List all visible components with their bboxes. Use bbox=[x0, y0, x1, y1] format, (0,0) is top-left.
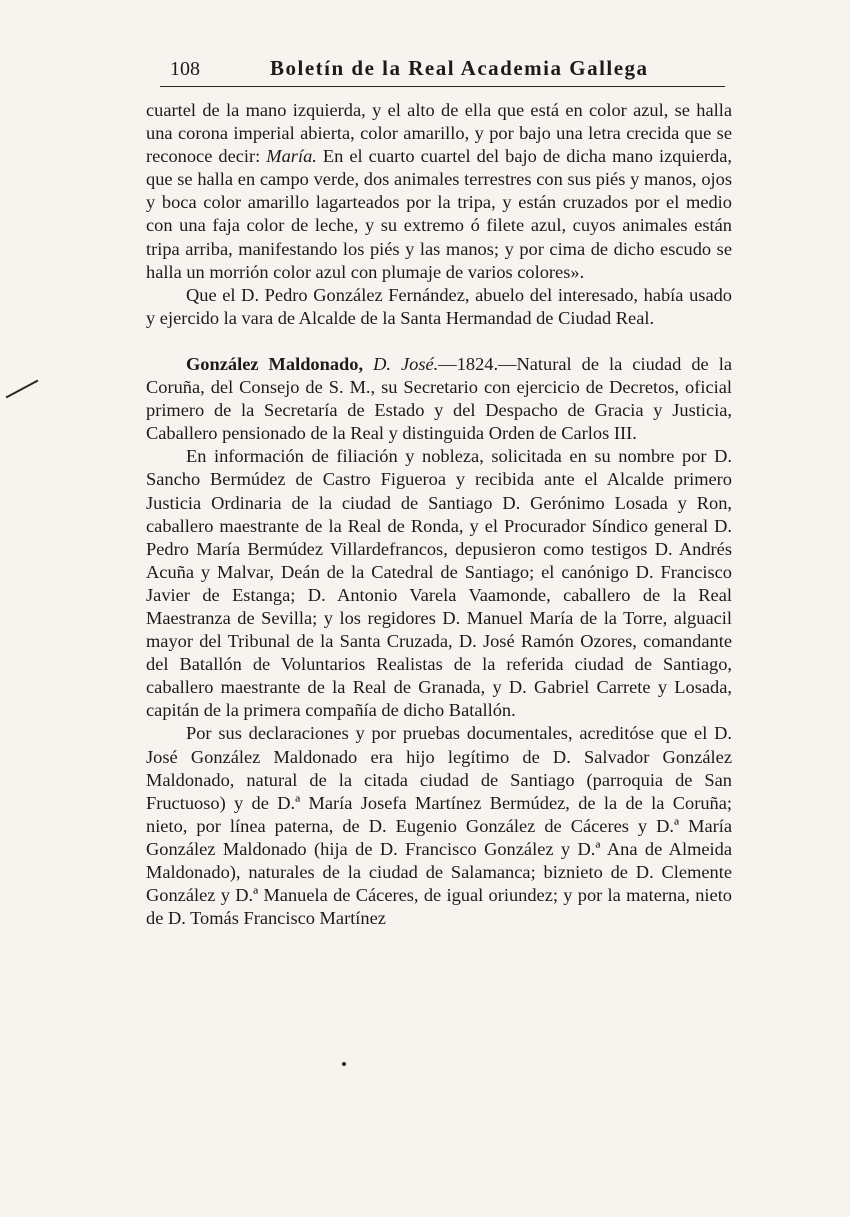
entry-given-name: D. José. bbox=[373, 353, 439, 374]
paragraph-genealogy: Por sus declaraciones y por pruebas documentales, acreditóse que el D. José González Maldonado era hijo legítimo de D. Salvador González Maldonado, natural de la citada ciudad de Santiago (parroquia de San Fructuoso) y de D.ª María Josefa Martínez Bermúdez, de la de la Coruña; nieto, por línea paterna, de D. Eugenio González de Cáceres y D.ª María González Maldonado (hija de D. Francisco González y D.ª Ana de Almeida Maldonado), naturales de la ciudad de Salamanca; biznieto de D. Clemente González y D.ª Manuela de Cáceres, de igual oriundez; y por la materna, nieto de D. Tomás Francisco Martínez bbox=[146, 723, 732, 929]
entry-heading bbox=[146, 353, 732, 445]
paragraph-heraldry-italic: María. bbox=[266, 146, 317, 167]
entry-spacer bbox=[146, 330, 732, 353]
margin-pen-mark bbox=[6, 380, 39, 399]
page-number: 108 bbox=[170, 58, 200, 80]
paragraph-heraldry-part1: cuartel de la mano izquierda, y el alto de ella que está en color azul, se halla una corona imperial abierta, color amarillo, y por bajo una letra crecida que se reconoce decir: bbox=[146, 100, 732, 167]
body-text bbox=[146, 99, 732, 930]
footer-mark bbox=[342, 1062, 346, 1066]
entry-description: —1824.—Natural de la ciudad de la Coruña, del Consejo de S. M., su Secretario con ejercicio de Decretos, oficial primero de la Secretaría de Estado y del Despacho de Gracia y Justicia, Caballero pensionado de la Real y distinguida Orden de Carlos III. bbox=[146, 353, 732, 444]
paragraph-witnesses: En información de filiación y nobleza, solicitada en su nombre por D. Sancho Bermúdez de Castro Figueroa y recibida ante el Alcalde primero Justicia Ordinaria de la ciudad de Santiago D. Gerónimo Losada y Ron, caballero maestrante de la Real de Ronda, y el Procurador Síndico general D. Pedro María Bermúdez Villardefrancos, depusieron como testigos D. Andrés Acuña y Malvar, Deán de la Catedral de Santiago; el canónigo D. Francisco Javier de Estanga; D. Antonio Varela Vaamonde, caballero de la Real Maestranza de Sevilla; y los regidores D. Manuel María de la Torre, alguacil mayor del Tribunal de la Santa Cruzada, D. José Ramón Ozores, comandante del Batallón de Voluntarios Realistas de la referida ciudad de Santiago, caballero maestrante de la Real de Granada, y D. Gabriel Carrete y Losada, capitán de la primera compañía de dicho Batallón. bbox=[146, 446, 732, 721]
paragraph-heraldry-part2: En el cuarto cuartel del bajo de dicha mano izquierda, que se halla en campo verde, dos animales terrestres con sus piés y manos, ojos y boca color amarillo lagarteados por la tripa, y están cruzados por el medio con una faja color de leche, y su extremo ó filete azul, cuyos animales están tripa arriba, manifestando los piés y las manos; y por cima de dicho escudo se halla un morrión color azul con plumaje de varios colores». bbox=[146, 146, 732, 282]
paragraph-heraldry bbox=[146, 99, 732, 284]
page-header bbox=[160, 52, 725, 87]
paragraph-grandfather: Que el D. Pedro González Fernández, abuelo del interesado, había usado y ejercido la vara de Alcalde de la Santa Hermandad de Ciudad Real. bbox=[146, 284, 732, 328]
entry-surname: González Maldonado, bbox=[186, 353, 364, 374]
running-title: Boletín de la Real Academia Gallega bbox=[270, 56, 649, 80]
